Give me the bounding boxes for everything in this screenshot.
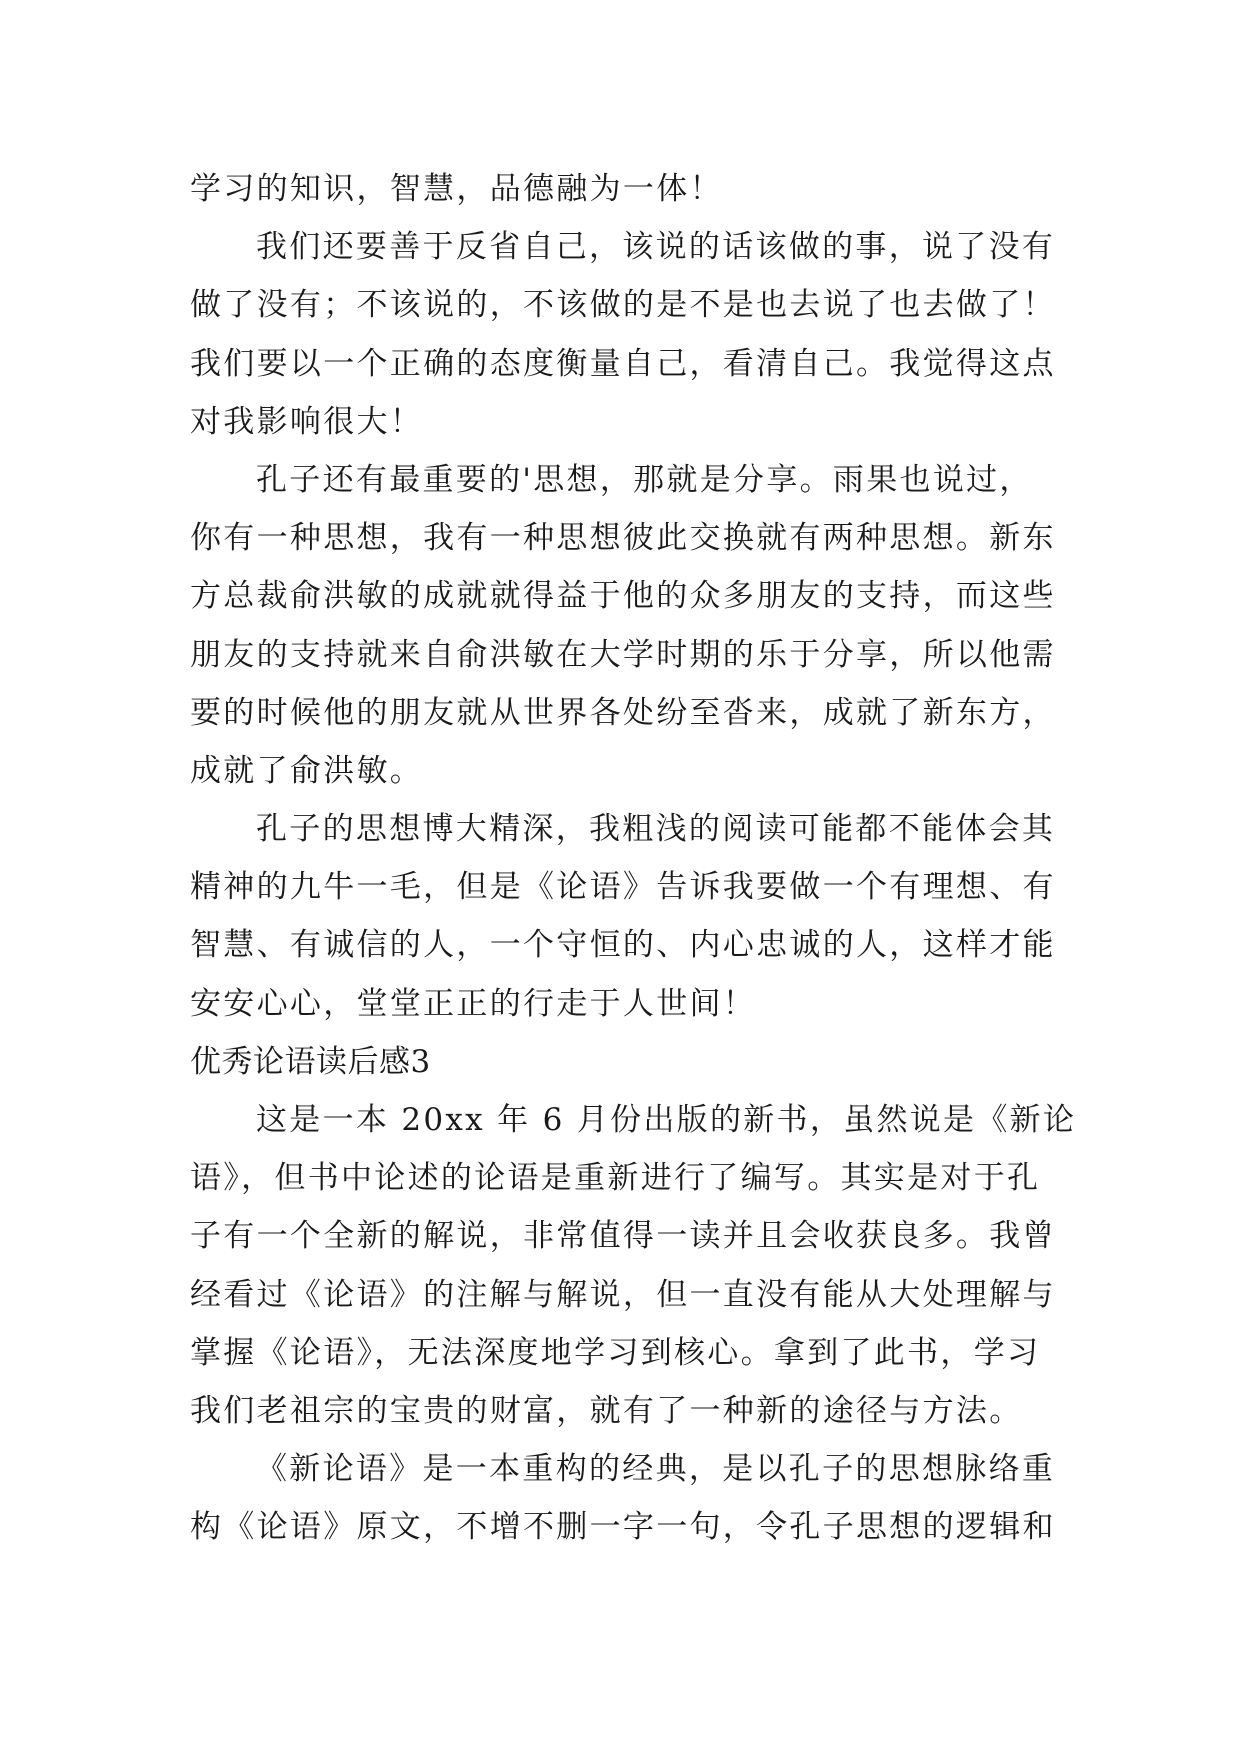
text-line: 安安心心，堂堂正正的行走于人世间！ (190, 985, 757, 1022)
text-line: 掌握《论语》，无法深度地学习到核心。拿到了此书，学习 (190, 1334, 1041, 1371)
paragraph-first-line: 《新论语》是一本重构的经典，是以孔子的思想脉络重 (256, 1451, 1056, 1488)
text-line: 方总裁俞洪敏的成就就得益于他的众多朋友的支持，而这些 (190, 578, 1056, 615)
text-line: 语》，但书中论述的论语是重新进行了编写。其实是对于孔 (190, 1160, 1041, 1197)
section-heading: 优秀论语读后感3 (190, 1043, 431, 1080)
paragraph-first-line: 孔子的思想博大精深，我粗浅的阅读可能都不能体会其 (256, 811, 1056, 848)
text-line: 经看过《论语》的注解与解说，但一直没有能从大处理解与 (190, 1276, 1056, 1313)
paragraph-first-line: 这是一本 20xx 年 6 月份出版的新书，虽然说是《新论 (256, 1102, 1077, 1138)
text-line: 构《论语》原文，不增不删一字一句，令孔子思想的逻辑和 (190, 1509, 1056, 1546)
text-line: 子有一个全新的解说，非常值得一读并且会收获良多。我曾 (190, 1218, 1056, 1255)
text-line: 对我影响很大！ (190, 403, 424, 440)
document-body (190, 160, 1077, 1557)
text-line: 我们老祖宗的宝贵的财富，就有了一种新的途径与方法。 (190, 1392, 1023, 1429)
paragraph-first-line: 孔子还有最重要的'思想，那就是分享。雨果也说过， (256, 461, 1033, 498)
text-line: 要的时候他的朋友就从世界各处纷至沓来，成就了新东方， (190, 694, 1056, 731)
text-line: 学习的知识，智慧，品德融为一体！ (190, 171, 723, 207)
text-line: 朋友的支持就来自俞洪敏在大学时期的乐于分享，所以他需 (190, 636, 1056, 673)
text-line: 精神的九牛一毛，但是《论语》告诉我要做一个有理想、有 (190, 869, 1056, 906)
text-line: 你有一种思想，我有一种思想彼此交换就有两种思想。新东 (190, 520, 1056, 557)
text-line: 做了没有；不该说的，不该做的是不是也去说了也去做了！ (190, 287, 1056, 324)
text-line: 智慧、有诚信的人，一个守恒的、内心忠诚的人，这样才能 (190, 927, 1056, 964)
paragraph-first-line: 我们还要善于反省自己，该说的话该做的事，说了没有 (256, 229, 1056, 266)
text-line: 成就了俞洪敏。 (190, 752, 424, 789)
text-line: 我们要以一个正确的态度衡量自己，看清自己。我觉得这点 (190, 345, 1056, 382)
